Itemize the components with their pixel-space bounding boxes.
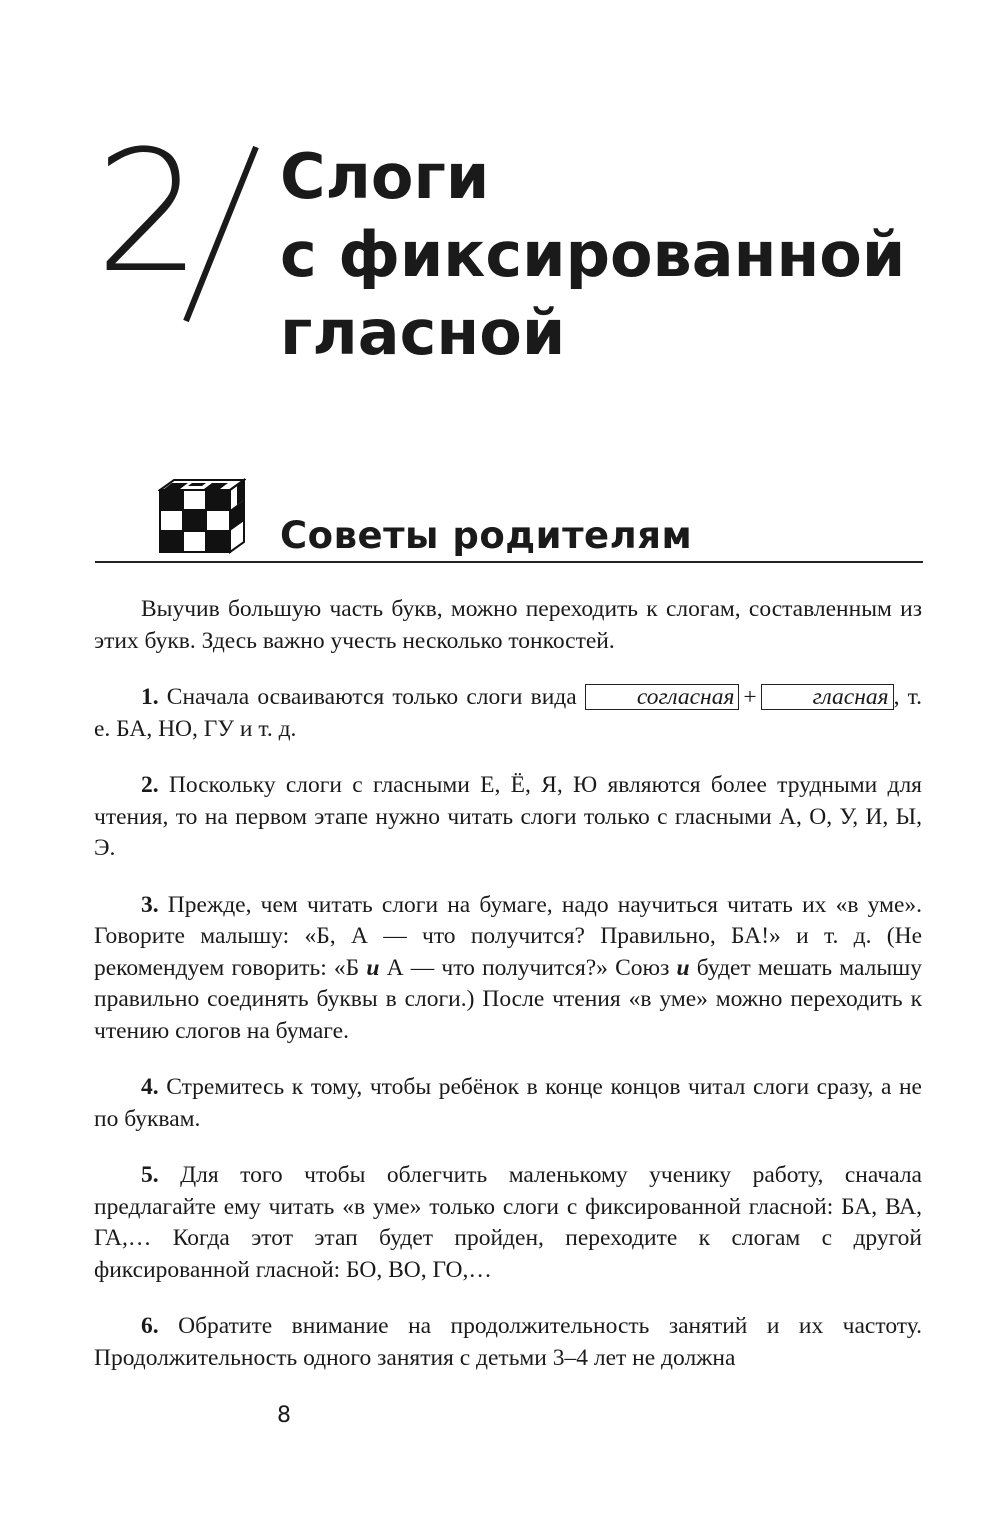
paragraph-text: , т. е. БА, НО, ГУ и т. д. — [94, 684, 922, 742]
plus-sign: + — [743, 684, 757, 710]
body-text — [94, 594, 922, 1399]
paragraph-number: 2. — [141, 772, 159, 798]
chapter-title — [280, 138, 905, 372]
italic-conjunction: и — [366, 954, 380, 981]
paragraph-number: 6. — [141, 1313, 159, 1339]
page-number: 8 — [277, 1403, 291, 1428]
paragraph-text: Прежде, чем читать слоги на бумаге, надо научиться читать их «в уме». Говорите малышу: «Б, А — что получится? Правильно, БА!» и т. д. (Не рекомендуем говорить: «Б — [94, 891, 922, 981]
paragraph-number: 4. — [141, 1074, 159, 1100]
paragraph-6 — [94, 1311, 922, 1374]
paragraph-text: Обратите внимание на продолжительность занятий и их частоту. Продолжительность одного занятия с детьми 3–4 лет не должна — [94, 1313, 922, 1371]
chapter-title-line: с фиксированной — [280, 218, 906, 291]
paragraph-3 — [94, 890, 922, 1048]
italic-conjunction: и — [676, 954, 690, 981]
paragraph-text: будет мешать малышу правильно соединять буквы в слоги.) После чтения «в уме» можно переходить к чтению слогов на бумаге. — [94, 954, 922, 1044]
section-divider — [95, 561, 923, 563]
paragraph-number: 1. — [141, 684, 159, 710]
chapter-title-line: Слоги — [280, 140, 490, 213]
paragraph-text: А — что получится?» Союз — [379, 954, 677, 981]
paragraph-2 — [94, 770, 922, 865]
paragraph-intro: Выучив большую часть букв, можно переходить к слогам, составленным из этих букв. Здесь важно учесть несколько тонкостей. — [94, 596, 922, 654]
paragraph-number: 3. — [141, 891, 159, 918]
paragraph-text: Сначала осваиваются только слоги вида — [158, 684, 585, 710]
rubiks-cube-icon — [158, 478, 246, 559]
consonant-box: согласная — [585, 684, 740, 710]
chapter-number: 2 — [95, 114, 202, 310]
chapter-title-line: гласной — [280, 296, 566, 369]
paragraph-1 — [94, 682, 922, 745]
paragraph-text: Для того чтобы облегчить маленькому ученику работу, сначала предлагайте ему читать «в уме» только слоги с фиксированной гласной: БА, ВА, ГА,… Когда этот этап будет пройден, переходите к слогам с другой фиксированной гласной: БО, ВО, ГО,… — [94, 1162, 922, 1283]
paragraph-number: 5. — [141, 1162, 159, 1188]
paragraph-text: Стремитесь к тому, чтобы ребёнок в конце концов читал слоги сразу, а не по буквам. — [94, 1074, 922, 1132]
paragraph-text: Поскольку слоги с гласными Е, Ё, Я, Ю являются более трудными для чтения, то на первом этапе нужно читать слоги только с гласными А, О, У, И, Ы, Э. — [94, 772, 922, 861]
vowel-box: гласная — [761, 684, 894, 710]
section-title: Советы родителям — [280, 514, 693, 557]
paragraph-4 — [94, 1072, 922, 1135]
paragraph-5 — [94, 1160, 922, 1286]
